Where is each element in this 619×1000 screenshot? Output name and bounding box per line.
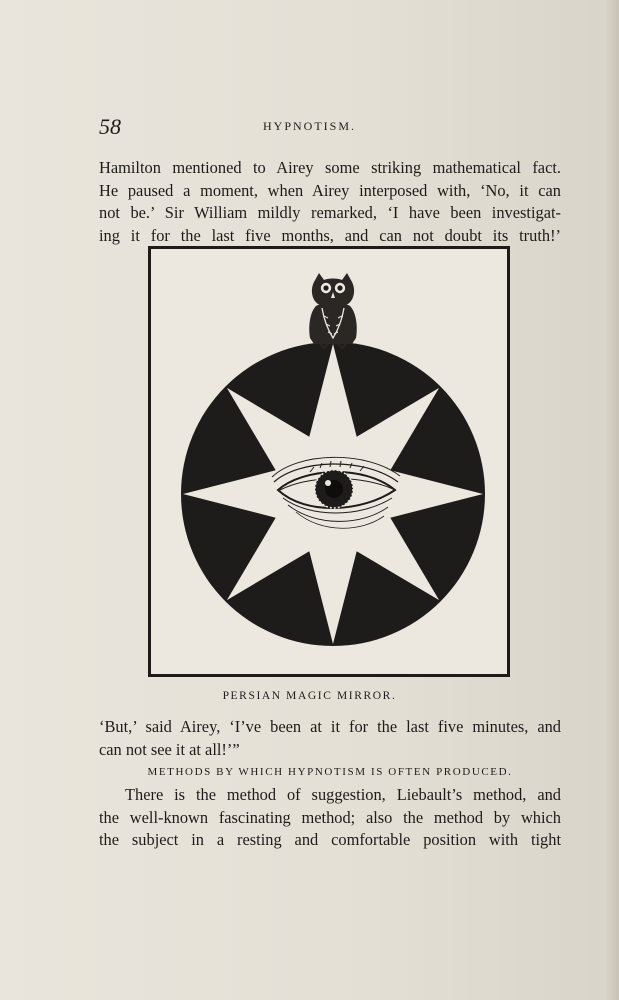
- section-heading: METHODS BY WHICH HYPNOTISM IS OFTEN PRODUCED.: [147, 766, 513, 778]
- text-line: ‘But,’ said Airey, ‘I’ve been at it for the last five minutes, and: [99, 717, 561, 736]
- text-line: not be.’ Sir William mildly remarked, ‘I have been investigat-: [99, 203, 561, 222]
- paragraph-methods: [99, 784, 561, 852]
- text-line: the subject in a resting and comfortable position with tight: [99, 830, 561, 849]
- persian-magic-mirror-illustration: [148, 246, 510, 677]
- text-line: Hamilton mentioned to Airey some striking mathematical fact.: [99, 158, 561, 177]
- page-number: 58: [99, 114, 121, 139]
- owl-icon: [309, 273, 357, 348]
- paragraph-hamilton: [99, 157, 561, 247]
- text-line: the well-known fascinating method; also the method by which: [99, 807, 561, 827]
- text-line: There is the method of suggestion, Liebault’s method, and: [125, 785, 561, 804]
- text-line: can not see it at all!’”: [99, 739, 240, 759]
- text-line: He paused a moment, when Airey interposed with, ‘No, it can: [99, 180, 561, 200]
- paragraph-airey-quote: [99, 716, 561, 761]
- running-head: HYPNOTISM.: [262, 119, 356, 133]
- text-line: ing it for the last five months, and can not doubt its truth!’: [99, 225, 561, 245]
- page-edge-shadow: [605, 0, 619, 1000]
- figure-caption: PERSIAN MAGIC MIRROR.: [222, 690, 397, 702]
